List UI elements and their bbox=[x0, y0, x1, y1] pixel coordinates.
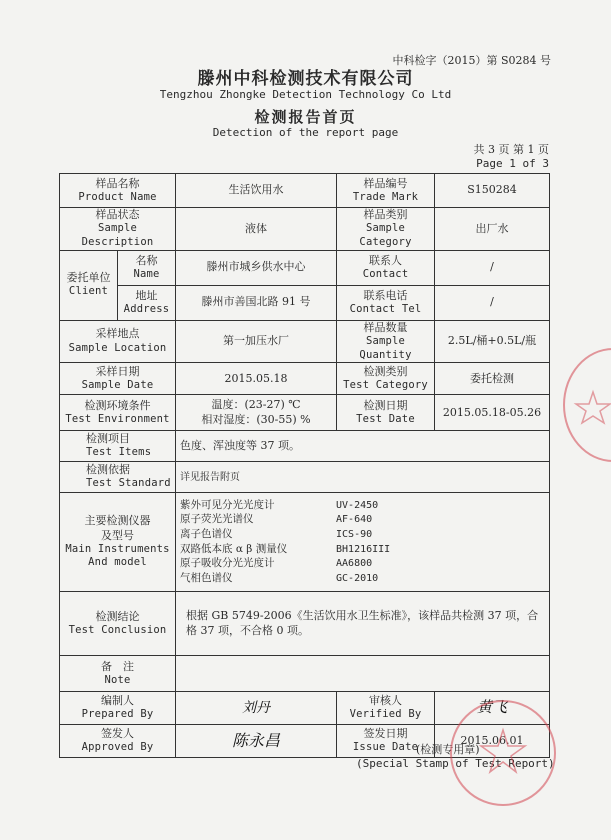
approved-by-signature: 陈永昌 bbox=[176, 725, 337, 758]
sample-date-value: 2015.05.18 bbox=[176, 363, 337, 395]
page-title-cn: 检测报告首页 bbox=[254, 108, 357, 126]
sample-cat-value: 出厂水 bbox=[435, 208, 550, 251]
verified-by-label: 审核人 Verified By bbox=[337, 692, 435, 725]
remarks-value bbox=[176, 656, 550, 692]
stamp-note-cn: (检测专用章) bbox=[416, 743, 480, 756]
test-env-label: 检测环境条件 Test Environment bbox=[60, 395, 176, 431]
contact-tel-label: 联系电话 Contact Tel bbox=[337, 285, 435, 320]
table-row bbox=[60, 395, 550, 431]
product-name-label: 样品名称 Product Name bbox=[60, 174, 176, 208]
page-count-en: Page 1 of 3 bbox=[476, 157, 549, 170]
instrument-name: 原子荧光光谱仪 bbox=[180, 513, 254, 526]
approved-by-label: 签发人 Approved By bbox=[60, 725, 176, 758]
sample-cat-label: 样品类别 Sample Category bbox=[337, 208, 435, 251]
test-category-label: 检测类别 Test Category bbox=[337, 363, 435, 395]
instrument-model: GC-2010 bbox=[336, 572, 379, 584]
contact-label: 联系人 Contact bbox=[337, 250, 435, 285]
sample-qty-value: 2.5L/桶+0.5L/瓶 bbox=[435, 320, 550, 363]
instrument-name: 双路低本底 α β 测量仪 bbox=[180, 542, 288, 555]
table-row bbox=[60, 656, 550, 692]
issue-date-value: 2015.06.01 bbox=[435, 725, 550, 758]
instrument-model: ICS-90 bbox=[336, 529, 373, 541]
sample-date-label: 采样日期 Sample Date bbox=[60, 363, 176, 395]
table-row bbox=[60, 174, 550, 208]
test-items-value: 色度、浑浊度等 37 项。 bbox=[176, 431, 550, 462]
test-standard-label: 检测依据 Test Standard bbox=[60, 462, 176, 493]
stamp-star-icon bbox=[452, 702, 554, 804]
company-name-cn: 滕州中科检测技术有限公司 bbox=[197, 69, 414, 89]
test-env-value bbox=[176, 395, 337, 431]
table-row bbox=[60, 285, 550, 320]
humidity-value: 相对湿度：(30-55) % bbox=[201, 412, 311, 426]
instrument-model: BH1216III bbox=[336, 543, 391, 555]
temperature-value: 温度：(23-27) ℃ bbox=[211, 398, 301, 412]
verified-by-signature: 黄飞 bbox=[435, 692, 550, 725]
instrument-name: 紫外可见分光光度计 bbox=[180, 498, 275, 511]
sample-location-label: 采样地点 Sample Location bbox=[60, 320, 176, 363]
prepared-by-signature: 刘丹 bbox=[176, 692, 337, 725]
table-row bbox=[60, 250, 550, 285]
table-row bbox=[60, 208, 550, 251]
table-row bbox=[60, 493, 550, 592]
remarks-label: 备 注 Note bbox=[60, 656, 176, 692]
client-name-value: 滕州市城乡供水中心 bbox=[176, 250, 337, 285]
client-name-label: 名称 Name bbox=[118, 250, 176, 285]
client-address-value: 滕州市善国北路 91 号 bbox=[176, 285, 337, 320]
instruments-list bbox=[176, 493, 550, 592]
client-label: 委托单位 Client bbox=[60, 250, 118, 320]
seam-stamp-star-icon bbox=[565, 350, 611, 460]
instrument-name: 气相色谱仪 bbox=[180, 571, 233, 584]
company-name-en: Tengzhou Zhongke Detection Technology Co Ltd bbox=[159, 88, 452, 101]
contact-value: / bbox=[435, 250, 550, 285]
page-count-cn: 共 3 页 第 1 页 bbox=[473, 143, 549, 156]
page-title-en: Detection of the report page bbox=[212, 126, 399, 139]
issue-date-label: 签发日期 Issue Date bbox=[337, 725, 435, 758]
table-row bbox=[60, 431, 550, 462]
report-code: 中科检字（2015）第 S0284 号 bbox=[392, 54, 551, 67]
test-date-label: 检测日期 Test Date bbox=[337, 395, 435, 431]
seam-stamp-icon bbox=[563, 348, 611, 462]
table-row bbox=[60, 320, 550, 363]
prepared-by-label: 编制人 Prepared By bbox=[60, 692, 176, 725]
sample-no-value: S150284 bbox=[435, 174, 550, 208]
client-address-label: 地址 Address bbox=[118, 285, 176, 320]
instrument-name: 离子色谱仪 bbox=[180, 528, 233, 541]
report-table bbox=[59, 173, 550, 758]
instrument-model: UV-2450 bbox=[336, 499, 379, 511]
test-items-label: 检测项目 Test Items bbox=[60, 431, 176, 462]
product-name-value: 生活饮用水 bbox=[176, 174, 337, 208]
instrument-model: AF-640 bbox=[336, 514, 373, 526]
instrument-model: AA6800 bbox=[336, 558, 373, 570]
instrument-name: 原子吸收分光光度计 bbox=[180, 557, 275, 570]
sample-desc-value: 液体 bbox=[176, 208, 337, 251]
sample-desc-label: 样品状态 Sample Description bbox=[60, 208, 176, 251]
table-row bbox=[60, 592, 550, 656]
test-date-value: 2015.05.18-05.26 bbox=[435, 395, 550, 431]
contact-tel-value: / bbox=[435, 285, 550, 320]
instruments-label: 主要检测仪器 及型号 Main Instruments And model bbox=[60, 493, 176, 592]
test-category-value: 委托检测 bbox=[435, 363, 550, 395]
table-row bbox=[60, 363, 550, 395]
sample-no-label: 样品编号 Trade Mark bbox=[337, 174, 435, 208]
sample-qty-label: 样品数量 Sample Quantity bbox=[337, 320, 435, 363]
test-standard-value: 详见报告附页 bbox=[176, 462, 550, 493]
stamp-note-en: (Special Stamp of Test Report) bbox=[356, 757, 555, 770]
conclusion-value: 根据 GB 5749-2006《生活饮用水卫生标准》，该样品共检测 37 项，合格 37 项，不合格 0 项。 bbox=[176, 592, 550, 656]
conclusion-label: 检测结论 Test Conclusion bbox=[60, 592, 176, 656]
sample-location-value: 第一加压水厂 bbox=[176, 320, 337, 363]
table-row bbox=[60, 462, 550, 493]
official-stamp-icon bbox=[450, 700, 556, 806]
